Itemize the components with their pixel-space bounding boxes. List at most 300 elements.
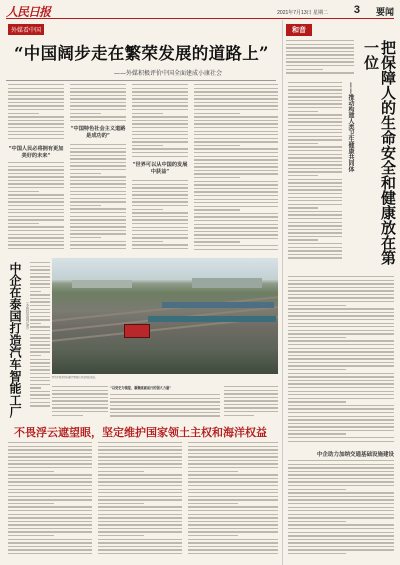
text-line <box>8 209 64 210</box>
text-line <box>98 531 182 532</box>
text-line <box>30 384 50 385</box>
text-line <box>224 400 278 401</box>
text-line <box>194 145 240 146</box>
text-line <box>288 225 342 226</box>
text-line <box>288 380 394 381</box>
text-line <box>132 113 163 114</box>
text-line <box>98 535 144 536</box>
text-line <box>288 373 394 374</box>
text-line <box>70 208 126 209</box>
text-line <box>188 499 278 500</box>
text-line <box>70 216 126 217</box>
text-line <box>288 412 394 413</box>
text-line <box>288 489 346 490</box>
text-line <box>8 528 92 529</box>
text-line <box>70 187 126 188</box>
text-line <box>194 159 278 160</box>
text-line <box>132 109 188 110</box>
text-line <box>288 301 394 302</box>
text-line <box>132 105 188 106</box>
text-line <box>8 449 92 450</box>
text-line <box>30 326 50 327</box>
text-line <box>288 236 342 237</box>
text-line <box>98 460 182 461</box>
text-line <box>288 121 342 122</box>
text-line <box>224 397 278 398</box>
text-line <box>8 248 64 249</box>
text-line <box>132 209 163 210</box>
text-line <box>8 553 92 554</box>
text-line <box>194 163 278 164</box>
text-line <box>30 323 41 324</box>
text-line <box>8 237 64 238</box>
text-line <box>70 180 126 181</box>
text-line <box>8 180 64 181</box>
text-line <box>70 169 126 170</box>
text-line <box>188 442 278 443</box>
text-line <box>288 539 394 540</box>
photo-container-wagons <box>162 302 274 308</box>
text-line <box>70 248 126 249</box>
text-line <box>8 230 64 231</box>
text-line <box>52 386 108 387</box>
text-line <box>188 549 278 550</box>
text-line <box>288 193 342 194</box>
text-line <box>8 105 64 106</box>
text-line <box>288 294 394 295</box>
text-line <box>288 232 342 233</box>
column-divider <box>282 20 283 565</box>
text-line <box>110 394 220 395</box>
text-line <box>194 195 278 196</box>
thailand-article-body <box>30 262 50 412</box>
text-line <box>188 485 278 486</box>
text-line <box>288 517 394 518</box>
text-line <box>8 131 64 132</box>
text-line <box>8 456 92 457</box>
text-line <box>70 244 126 245</box>
text-line <box>286 61 354 62</box>
text-line <box>288 207 318 208</box>
text-line <box>288 146 342 147</box>
right-vertical-subhead: ——推动构建人类卫生健康共同体 <box>347 82 354 172</box>
text-line <box>288 182 342 183</box>
text-line <box>132 123 188 124</box>
text-line <box>8 489 92 490</box>
text-line <box>188 467 278 468</box>
text-line <box>132 237 188 238</box>
bottom-column-2 <box>98 442 182 560</box>
text-line <box>188 492 278 493</box>
text-line <box>70 165 126 166</box>
text-line <box>224 386 278 387</box>
text-line <box>70 237 101 238</box>
text-line <box>188 460 278 461</box>
text-line <box>30 341 50 342</box>
right-bottom-title: 中企助力加纳交通基础设施建设 <box>317 452 395 458</box>
text-line <box>288 481 394 482</box>
text-line <box>194 249 278 250</box>
text-line <box>70 212 126 213</box>
text-line <box>288 89 342 90</box>
text-line <box>70 98 126 99</box>
page-number: 3 <box>353 4 360 16</box>
text-line <box>288 189 342 190</box>
text-line <box>8 524 92 525</box>
text-line <box>288 514 394 515</box>
text-line <box>70 198 126 199</box>
text-line <box>188 453 278 454</box>
text-line <box>188 471 238 472</box>
text-line <box>30 402 50 403</box>
text-line <box>8 113 39 114</box>
text-line <box>286 65 354 66</box>
text-line <box>8 478 92 479</box>
text-line <box>132 180 188 181</box>
text-line <box>98 478 182 479</box>
text-line <box>98 521 182 522</box>
text-line <box>288 100 342 101</box>
text-line <box>194 245 278 246</box>
text-line <box>98 481 182 482</box>
text-line <box>70 95 126 96</box>
text-line <box>132 244 188 245</box>
text-line <box>30 394 50 395</box>
text-line <box>98 542 182 543</box>
text-line <box>288 179 342 180</box>
text-line <box>288 464 394 465</box>
text-line <box>8 162 64 163</box>
text-line <box>194 213 278 214</box>
text-line <box>288 276 394 277</box>
text-line <box>70 194 126 195</box>
text-line <box>8 442 92 443</box>
text-line <box>30 405 50 406</box>
text-line <box>132 156 188 157</box>
text-line <box>132 116 188 117</box>
text-line <box>52 407 108 408</box>
text-line <box>70 219 126 220</box>
text-line <box>30 316 50 317</box>
text-line <box>288 164 342 165</box>
text-line <box>110 401 220 402</box>
text-line <box>288 460 394 461</box>
text-line <box>8 467 92 468</box>
text-line <box>30 269 50 270</box>
text-line <box>8 138 64 139</box>
text-line <box>288 186 342 187</box>
text-line <box>70 223 126 224</box>
text-line <box>194 177 240 178</box>
text-line <box>8 194 64 195</box>
text-line <box>30 391 50 392</box>
text-line <box>188 489 278 490</box>
text-line <box>98 485 182 486</box>
text-line <box>194 105 278 106</box>
right-vertical-headline: 把保障人的生命安全和健康放在第一位 <box>362 40 397 265</box>
text-line <box>70 226 126 227</box>
text-line <box>286 51 354 52</box>
text-line <box>70 241 126 242</box>
text-line <box>98 449 182 450</box>
text-line <box>8 244 64 245</box>
text-line <box>98 453 182 454</box>
text-line <box>188 474 278 475</box>
text-line <box>8 463 92 464</box>
text-line <box>288 132 342 133</box>
text-line <box>132 120 188 121</box>
text-line <box>8 166 64 167</box>
text-line <box>288 129 342 130</box>
text-line <box>30 294 50 295</box>
text-line <box>288 197 342 198</box>
text-line <box>288 326 394 327</box>
text-line <box>288 408 394 409</box>
text-line <box>30 344 50 345</box>
text-line <box>288 535 394 536</box>
text-line <box>132 102 188 103</box>
right-column-body <box>288 82 342 264</box>
text-line <box>98 553 182 554</box>
text-line <box>286 54 354 55</box>
article-column-2b <box>70 144 126 254</box>
main-headline: “中国阔步走在繁荣发展的道路上” <box>14 44 269 63</box>
text-line <box>8 453 92 454</box>
text-line <box>132 191 188 192</box>
text-line <box>30 287 50 288</box>
text-line <box>70 176 126 177</box>
text-line <box>288 474 394 475</box>
text-line <box>288 247 342 248</box>
text-line <box>98 471 144 472</box>
text-line <box>288 549 394 550</box>
text-line <box>98 510 182 511</box>
text-line <box>194 184 278 185</box>
photo-caption: 图为中欧班列满载货物驶出西安国际港站。 <box>52 376 98 379</box>
text-line <box>288 542 394 543</box>
text-line <box>8 127 64 128</box>
text-line <box>110 415 220 416</box>
bottom-column-1 <box>8 442 92 560</box>
text-line <box>132 227 188 228</box>
text-line <box>288 139 342 140</box>
text-line <box>288 521 346 522</box>
text-line <box>188 535 238 536</box>
text-line <box>98 496 182 497</box>
text-line <box>70 201 126 202</box>
text-line <box>194 141 278 142</box>
text-line <box>132 216 188 217</box>
text-line <box>70 144 126 145</box>
text-line <box>52 400 108 401</box>
text-line <box>288 86 342 87</box>
text-line <box>194 123 278 124</box>
photo-building-right <box>192 278 262 288</box>
text-line <box>98 456 182 457</box>
text-line <box>194 199 278 200</box>
text-line <box>194 238 278 239</box>
text-line <box>132 241 163 242</box>
text-line <box>286 69 323 70</box>
text-line <box>8 191 39 192</box>
text-line <box>30 273 50 274</box>
text-line <box>288 333 394 334</box>
text-line <box>286 47 354 48</box>
article-column-3 <box>132 84 188 160</box>
text-line <box>194 84 278 85</box>
text-line <box>132 131 188 132</box>
text-line <box>8 471 54 472</box>
text-line <box>288 478 394 479</box>
text-line <box>288 394 394 395</box>
article-column-3b <box>132 180 188 254</box>
text-line <box>8 521 92 522</box>
text-line <box>8 474 92 475</box>
text-line <box>288 82 342 83</box>
text-line <box>98 499 182 500</box>
text-line <box>8 219 64 220</box>
text-line <box>8 226 64 227</box>
text-line <box>30 298 50 299</box>
text-line <box>288 323 394 324</box>
text-line <box>288 315 394 316</box>
text-line <box>288 340 394 341</box>
text-line <box>288 383 394 384</box>
text-line <box>288 419 394 420</box>
text-line <box>52 415 83 416</box>
newspaper-logo: 人民日报 <box>6 5 51 19</box>
text-line <box>8 503 54 504</box>
text-line <box>188 503 238 504</box>
text-line <box>194 166 278 167</box>
text-line <box>288 168 342 169</box>
text-line <box>70 162 126 163</box>
text-line <box>132 198 188 199</box>
text-line <box>132 152 188 153</box>
text-line <box>194 91 278 92</box>
text-line <box>188 542 278 543</box>
text-line <box>8 120 64 121</box>
text-line <box>52 411 108 412</box>
text-line <box>288 401 346 402</box>
text-line <box>288 290 394 291</box>
text-line <box>188 510 278 511</box>
text-line <box>288 423 394 424</box>
text-line <box>188 514 278 515</box>
text-line <box>224 411 278 412</box>
text-line <box>98 524 182 525</box>
text-line <box>288 330 394 331</box>
text-line <box>70 88 126 89</box>
text-line <box>194 188 278 189</box>
text-line <box>30 280 50 281</box>
text-line <box>288 319 394 320</box>
text-line <box>30 387 41 388</box>
lower-column-3 <box>224 386 278 420</box>
text-line <box>30 276 50 277</box>
issue-date: 2021年7月13日 星期二 <box>277 10 328 16</box>
text-line <box>132 138 188 139</box>
text-line <box>194 234 278 235</box>
text-line <box>30 334 50 335</box>
text-line <box>8 542 92 543</box>
text-line <box>132 88 188 89</box>
text-line <box>132 194 188 195</box>
text-line <box>288 287 394 288</box>
text-line <box>286 44 354 45</box>
text-line <box>30 373 50 374</box>
text-line <box>8 531 92 532</box>
text-line <box>8 95 64 96</box>
column-tag: 和音 <box>286 24 312 36</box>
text-line <box>194 127 278 128</box>
text-line <box>288 426 394 427</box>
text-line <box>288 532 394 533</box>
text-line <box>70 173 101 174</box>
text-line <box>288 125 342 126</box>
text-line <box>132 91 188 92</box>
text-line <box>288 437 394 438</box>
text-line <box>30 337 50 338</box>
text-line <box>288 492 394 493</box>
text-line <box>194 152 278 153</box>
text-line <box>288 161 342 162</box>
text-line <box>194 220 278 221</box>
text-line <box>70 233 126 234</box>
article-column-1b <box>8 162 64 254</box>
text-line <box>98 442 182 443</box>
text-line <box>70 109 126 110</box>
text-line <box>194 206 278 207</box>
text-line <box>132 205 188 206</box>
text-line <box>8 198 64 199</box>
text-line <box>288 398 394 399</box>
text-line <box>288 496 394 497</box>
text-line <box>8 205 64 206</box>
text-line <box>70 116 126 117</box>
bottom-column-3 <box>188 442 278 560</box>
text-line <box>8 546 92 547</box>
text-line <box>288 305 346 306</box>
section-name: 要闻 <box>375 7 394 17</box>
freight-train-photo <box>52 258 278 374</box>
text-line <box>30 380 50 381</box>
text-line <box>98 546 182 547</box>
text-line <box>224 407 278 408</box>
text-line <box>288 222 342 223</box>
text-line <box>288 200 342 201</box>
text-line <box>224 404 278 405</box>
text-line <box>70 91 126 92</box>
text-line <box>288 229 342 230</box>
text-line <box>8 91 64 92</box>
text-line <box>132 234 188 235</box>
text-line <box>8 84 64 85</box>
text-line <box>288 405 394 406</box>
text-line <box>30 283 50 284</box>
text-line <box>132 248 188 249</box>
text-line <box>98 446 182 447</box>
bottom-headline: 不畏浮云遮望眼，坚定维护国家领土主权和海洋权益 <box>14 426 267 439</box>
text-line <box>188 449 278 450</box>
text-line <box>188 463 278 464</box>
text-line <box>288 553 346 554</box>
text-line <box>8 102 64 103</box>
text-line <box>8 234 64 235</box>
lower-column-1 <box>52 386 108 420</box>
text-line <box>8 492 92 493</box>
text-line <box>70 158 126 159</box>
